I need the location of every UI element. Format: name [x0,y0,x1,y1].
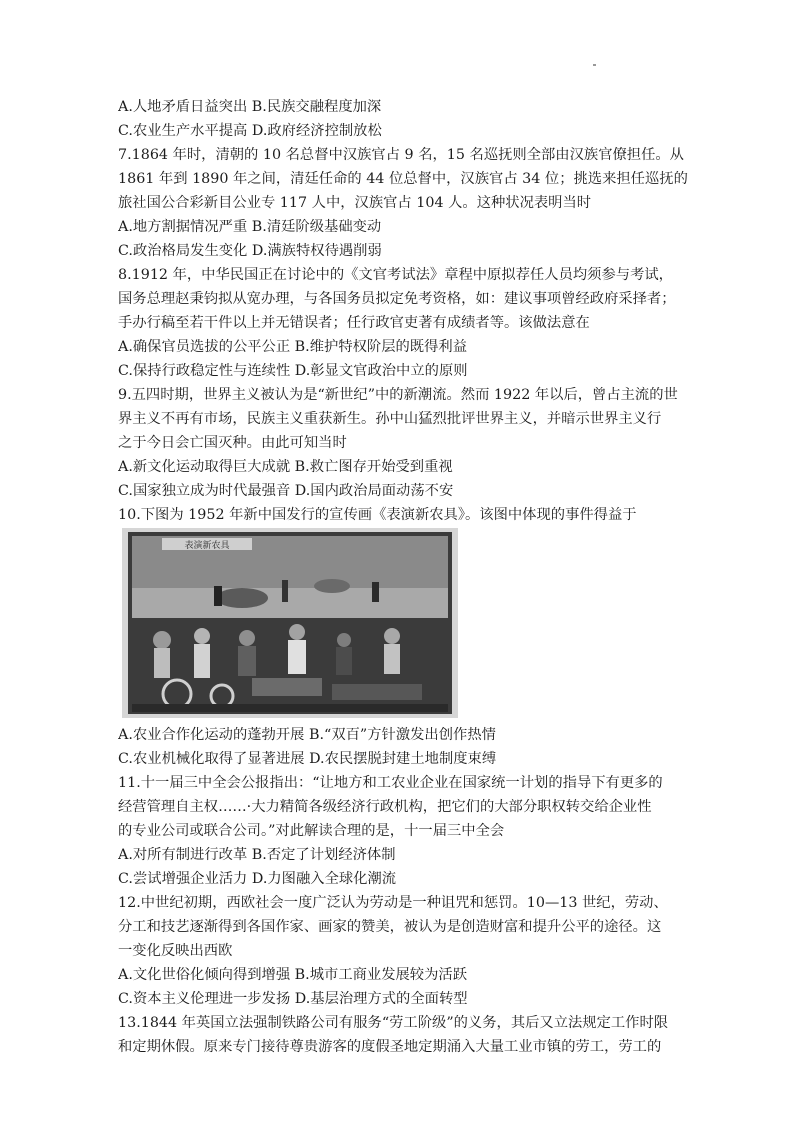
q12-options-cd: C.资本主义伦理进一步发扬 D.基层治理方式的全面转型 [118,991,468,1007]
q7-options-cd: C.政治格局发生变化 D.满族特权待遇削弱 [118,243,382,259]
q11-stem-line-1: 11.十一届三中全会公报指出：“让地方和工农业企业在国家统一计划的指导下有更多的 [118,775,663,791]
q13-stem-line-1: 13.1844 年英国立法强制铁路公司有服务“劳工阶级”的义务，其后又立法规定工作时限 [118,1015,669,1031]
q7-options-ab: A.地方割据情况严重 B.清廷阶级基础变动 [118,219,382,235]
q8-stem-line-3: 手办行稿至若干件以上并无错误者；任行政官吏著有成绩者等。该做法意在 [118,315,590,331]
q12-stem-line-1: 12.中世纪初期，西欧社会一度广泛认为劳动是一种诅咒和惩罚。10—13 世纪，劳动、 [118,895,668,911]
q12-stem-line-3: 一变化反映出西欧 [118,943,233,959]
q9-stem-line-2: 界主义不再有市场，民族主义重获新生。孙中山猛烈批评世界主义，并暗示世界主义行 [118,411,662,427]
q12-options-ab: A.文化世俗化倾向得到增强 B.城市工商业发展较为活跃 [118,967,467,983]
q10-options-ab: A.农业合作化运动的蓬勃开展 B.“双百”方针激发出创作热情 [118,727,496,743]
q13-stem-line-2: 和定期休假。原来专门接待尊贵游客的度假圣地定期涌入大量工业市镇的劳工，劳工的 [118,1039,662,1055]
q10-options-cd: C.农业机械化取得了显著进展 D.农民摆脱封建土地制度束缚 [118,751,497,767]
q11-options-cd: C.尝试增强企业活力 D.力图融入全球化潮流 [118,871,397,887]
q8-options-ab: A.确保官员选拔的公平公正 B.维护特权阶层的既得利益 [118,339,467,355]
q8-options-cd: C.保持行政稳定性与连续性 D.彰显文官政治中立的原则 [118,363,468,379]
q6-options-cd: C.农业生产水平提高 D.政府经济控制放松 [118,123,382,139]
q9-stem-line-3: 之于今日会亡国灭种。由此可知当时 [118,435,347,451]
q7-stem-line-3: 旅社国公合彩新目公业专 117 人中，汉族官占 104 人。这种状况表明当时 [118,195,592,211]
q12-stem-line-2: 分工和技艺逐渐得到各国作家、画家的赞美，被认为是创造财富和提升公平的途径。这 [118,919,662,935]
q9-stem-line-1: 9.五四时期，世界主义被认为是“新世纪”中的新潮流。然而 1922 年以后，曾占主流的世 [118,387,678,403]
q8-stem-line-2: 国务总理赵秉钧拟从宽办理，与各国务员拟定免考资格，如：建议事项曾经政府采择者； [118,291,676,307]
q7-stem-line-2: 1861 年到 1890 年之间，清廷任命的 44 位总督中，汉族官占 34 位；挑选来担任巡抚的 [118,171,688,187]
poster-banner-text: 表演新农具 [184,541,230,551]
q6-options-ab: A.人地矛盾日益突出 B.民族交融程度加深 [118,99,382,115]
propaganda-poster-image [122,528,458,718]
q11-stem-line-3: 的专业公司或联合公司。”对此解读合理的是，十一届三中全会 [118,823,505,839]
q9-options-cd: C.国家独立成为时代最强音 D.国内政治局面动荡不安 [118,483,454,499]
q10-stem: 10.下图为 1952 年新中国发行的宣传画《表演新农具》。该图中体现的事件得益于 [118,507,637,523]
q7-stem-line-1: 7.1864 年时，清朝的 10 名总督中汉族官占 9 名，15 名巡抚则全部由汉族官僚担任。从 [118,147,684,163]
q8-stem-line-1: 8.1912 年，中华民国正在讨论中的《文官考试法》章程中原拟荐任人员均须参与考试， [118,267,673,283]
q11-options-ab: A.对所有制进行改革 B.否定了计划经济体制 [118,847,396,863]
q11-stem-line-2: 经营管理自主权……·大力精简各级经济行政机构，把它们的大部分职权转交给企业性 [118,799,652,815]
q9-options-ab: A.新文化运动取得巨大成就 B.救亡图存开始受到重视 [118,459,453,475]
scan-speck [593,64,596,66]
poster-illustration [122,528,458,718]
